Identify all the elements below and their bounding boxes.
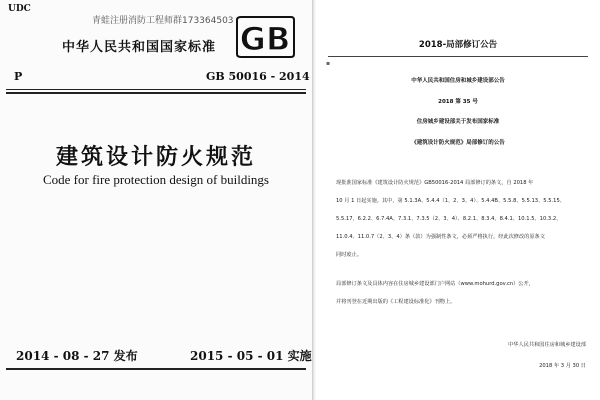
issuer-title: 中华人民共和国国家标准 [62,40,217,55]
notice-body-line: 11.0.4、11.0.7（2、3、4）条（款）为强制性条文，必须严格执行。经此次修改的原条文 [336,234,545,240]
title-chinese: 建筑设计防火规范 [55,144,256,170]
notice-title: 《建筑设计防火规范》局部修订的公告 [411,140,505,146]
notice-number: 2018 第 35 号 [438,99,478,105]
notice-body-line: 局部修订条文及具体内容在住房城乡建设部门户网站（www.mohurd.gov.cn）公开， [336,281,534,287]
gb-logo-text: GB [239,20,291,58]
standard-number: GB 50016 - 2014 [206,70,310,83]
notice-date: 2018 年 3 月 30 日 [539,363,586,369]
divider-thin [6,89,306,90]
notice-mark: ▪ [326,60,331,67]
notice-header: 2018-局部修订公告 [418,40,498,50]
notice-body-line: 并将刊登在近期出版的《工程建设标准化》刊物上。 [336,299,456,305]
notice-signature: 中华人民共和国住房和城乡建设部 [508,342,586,348]
divider-bottom [6,368,306,370]
watermark-text: 青蛙注册消防工程师群173364503 [92,16,234,26]
notice-subject: 住房城乡建设部关于发布国家标准 [416,119,500,125]
classification-code: P [14,70,23,83]
title-english: Code for fire protection design of buildings [42,172,269,187]
notice-body-line: 10 月 1 日起实施。其中，第 5.1.3A、5.4.4（1、2、3、4）、5.4.4B、5.5.8、5.5.13、5.5.15、 [336,198,565,204]
notice-body-line: 同时废止。 [336,252,362,258]
implement-date: 2015 - 05 - 01 实施 [190,349,312,363]
notice-ministry: 中华人民共和国住房和城乡建设部公告 [411,78,505,84]
revision-notice-page [316,0,600,400]
notice-body-line: 5.5.17、6.2.2、6.7.4A、7.3.1、7.3.5（2、3、4）、8.2.1、8.3.4、8.4.1、10.1.5、10.3.2、 [336,216,562,222]
publish-date: 2014 - 08 - 27 发布 [16,349,138,363]
notice-header-rule [328,56,588,57]
udc-label: UDC [8,4,31,14]
gb-logo-icon [233,16,295,58]
notice-body-line: 现批准国家标准《建筑设计防火规范》GB50016-2014 局部修订的条文，自 2018 年 [336,180,534,186]
divider-thick [6,92,306,94]
